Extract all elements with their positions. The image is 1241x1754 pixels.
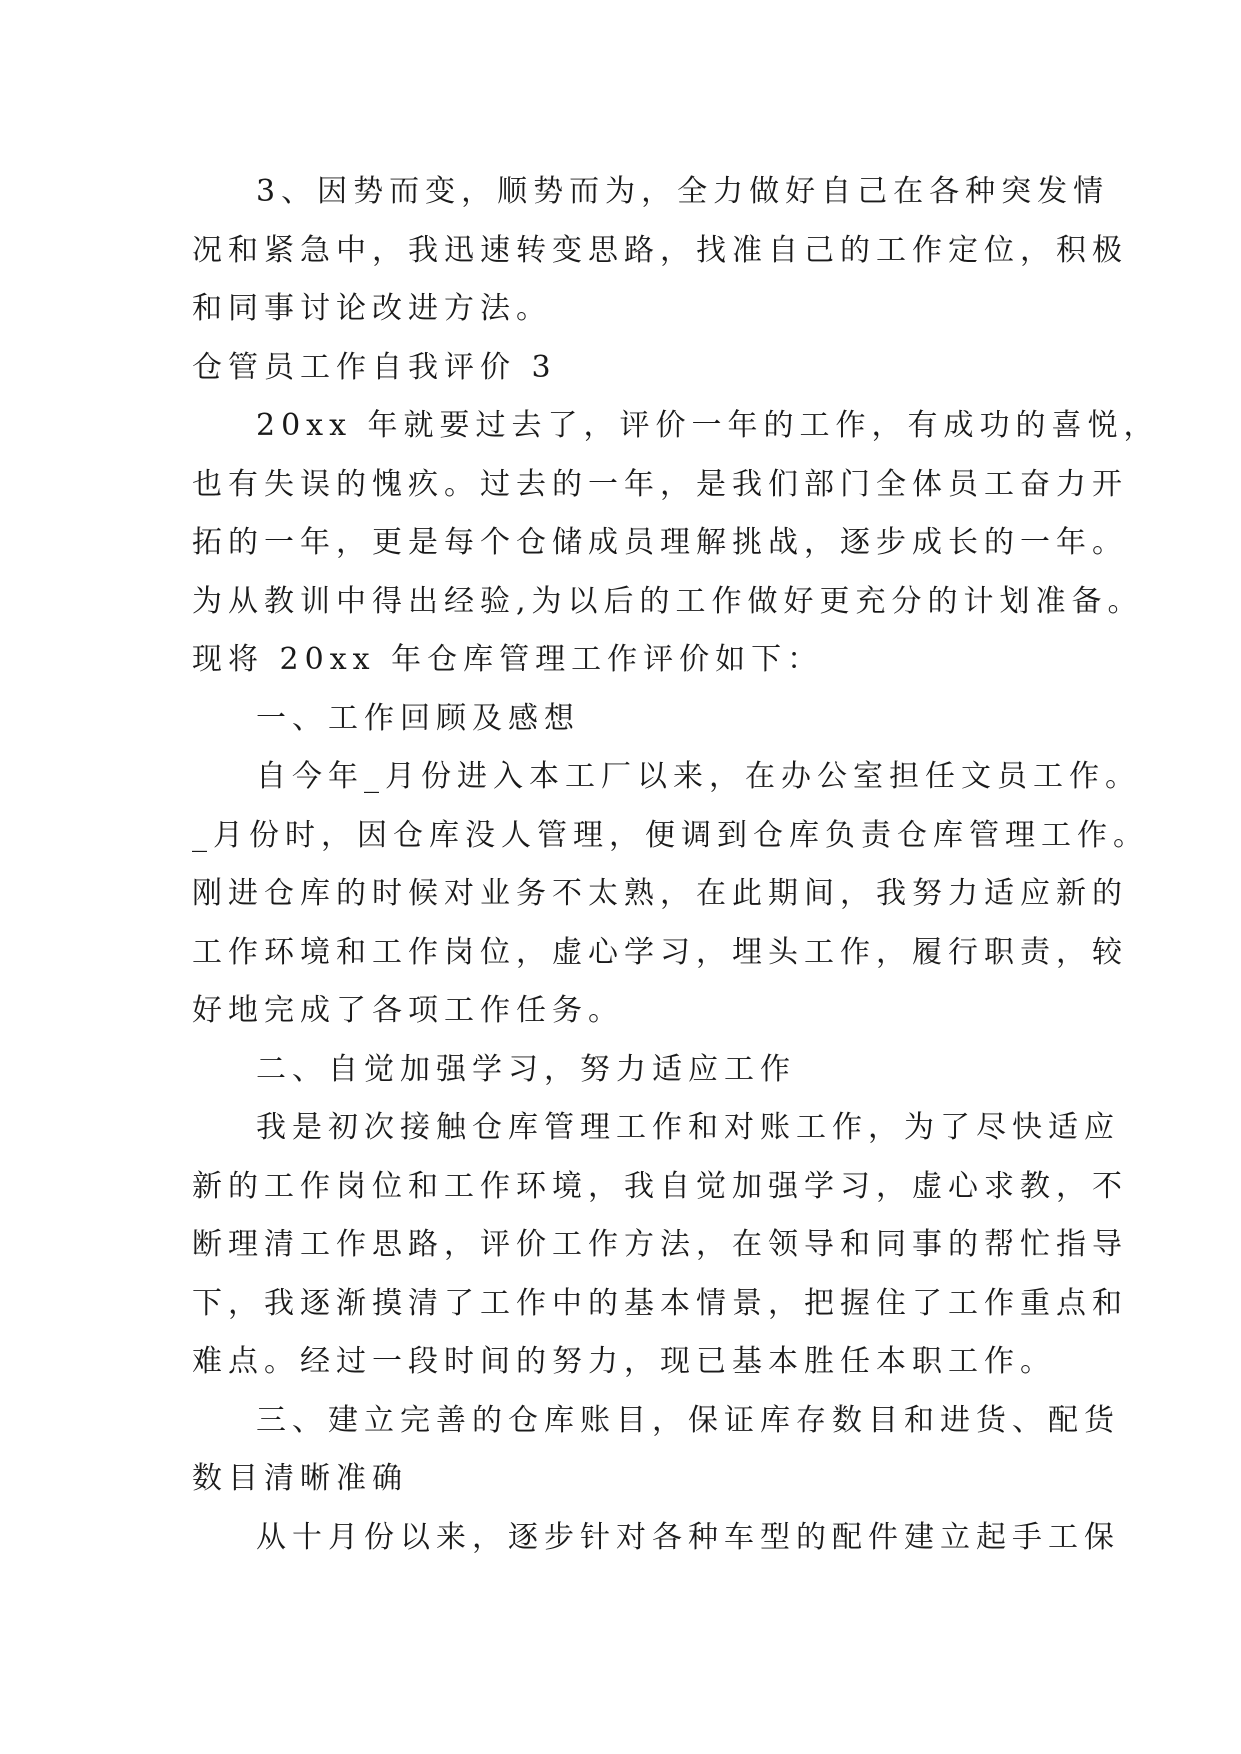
paragraph-line: 自今年_月份进入本工厂以来，在办公室担任文员工作。 [256, 759, 1141, 794]
subheading: 一、工作回顾及感想 [256, 700, 580, 736]
subheading: 三、建立完善的仓库账目，保证库存数目和进货、配货 [256, 1402, 1120, 1438]
paragraph-line: 刚进仓库的时候对业务不太熟，在此期间，我努力适应新的 [192, 876, 1128, 911]
paragraph-line: _月份时，因仓库没人管理，便调到仓库负责仓库管理工作。 [192, 817, 1149, 853]
section-title: 仓管员工作自我评价 3 [192, 349, 557, 385]
paragraph-line: 也有失误的愧疚。过去的一年，是我们部门全体员工奋力开 [192, 466, 1128, 502]
paragraph-line: 下，我逐渐摸清了工作中的基本情景，把握住了工作重点和 [192, 1285, 1128, 1321]
subheading: 二、自觉加强学习，努力适应工作 [256, 1051, 796, 1087]
paragraph-line: 20xx 年就要过去了，评价一年的工作，有成功的喜悦， [256, 408, 1160, 443]
paragraph-line: 我是初次接触仓库管理工作和对账工作，为了尽快适应 [256, 1110, 1120, 1145]
paragraph-line: 好地完成了各项工作任务。 [192, 993, 624, 1028]
subheading-continued: 数目清晰准确 [192, 1461, 408, 1496]
paragraph-line: 和同事讨论改进方法。 [192, 291, 552, 326]
paragraph-line: 3、因势而变，顺势而为，全力做好自己在各种突发情 [256, 174, 1110, 209]
paragraph-line: 新的工作岗位和工作环境，我自觉加强学习，虚心求教，不 [192, 1168, 1128, 1204]
paragraph-line: 现将 20xx 年仓库管理工作评价如下： [192, 642, 824, 677]
document-body [192, 163, 1160, 1567]
paragraph-line: 断理清工作思路，评价工作方法，在领导和同事的帮忙指导 [192, 1227, 1128, 1262]
paragraph-line: 为从教训中得出经验,为以后的工作做好更充分的计划准备。 [192, 583, 1144, 619]
paragraph-line: 从十月份以来，逐步针对各种车型的配件建立起手工保 [256, 1519, 1120, 1555]
paragraph-line: 况和紧急中，我迅速转变思路，找准自己的工作定位，积极 [192, 232, 1128, 268]
paragraph-line: 难点。经过一段时间的努力，现已基本胜任本职工作。 [192, 1344, 1056, 1379]
paragraph-line: 工作环境和工作岗位，虚心学习，埋头工作，履行职责，较 [192, 934, 1128, 970]
paragraph-line: 拓的一年，更是每个仓储成员理解挑战，逐步成长的一年。 [192, 525, 1128, 560]
